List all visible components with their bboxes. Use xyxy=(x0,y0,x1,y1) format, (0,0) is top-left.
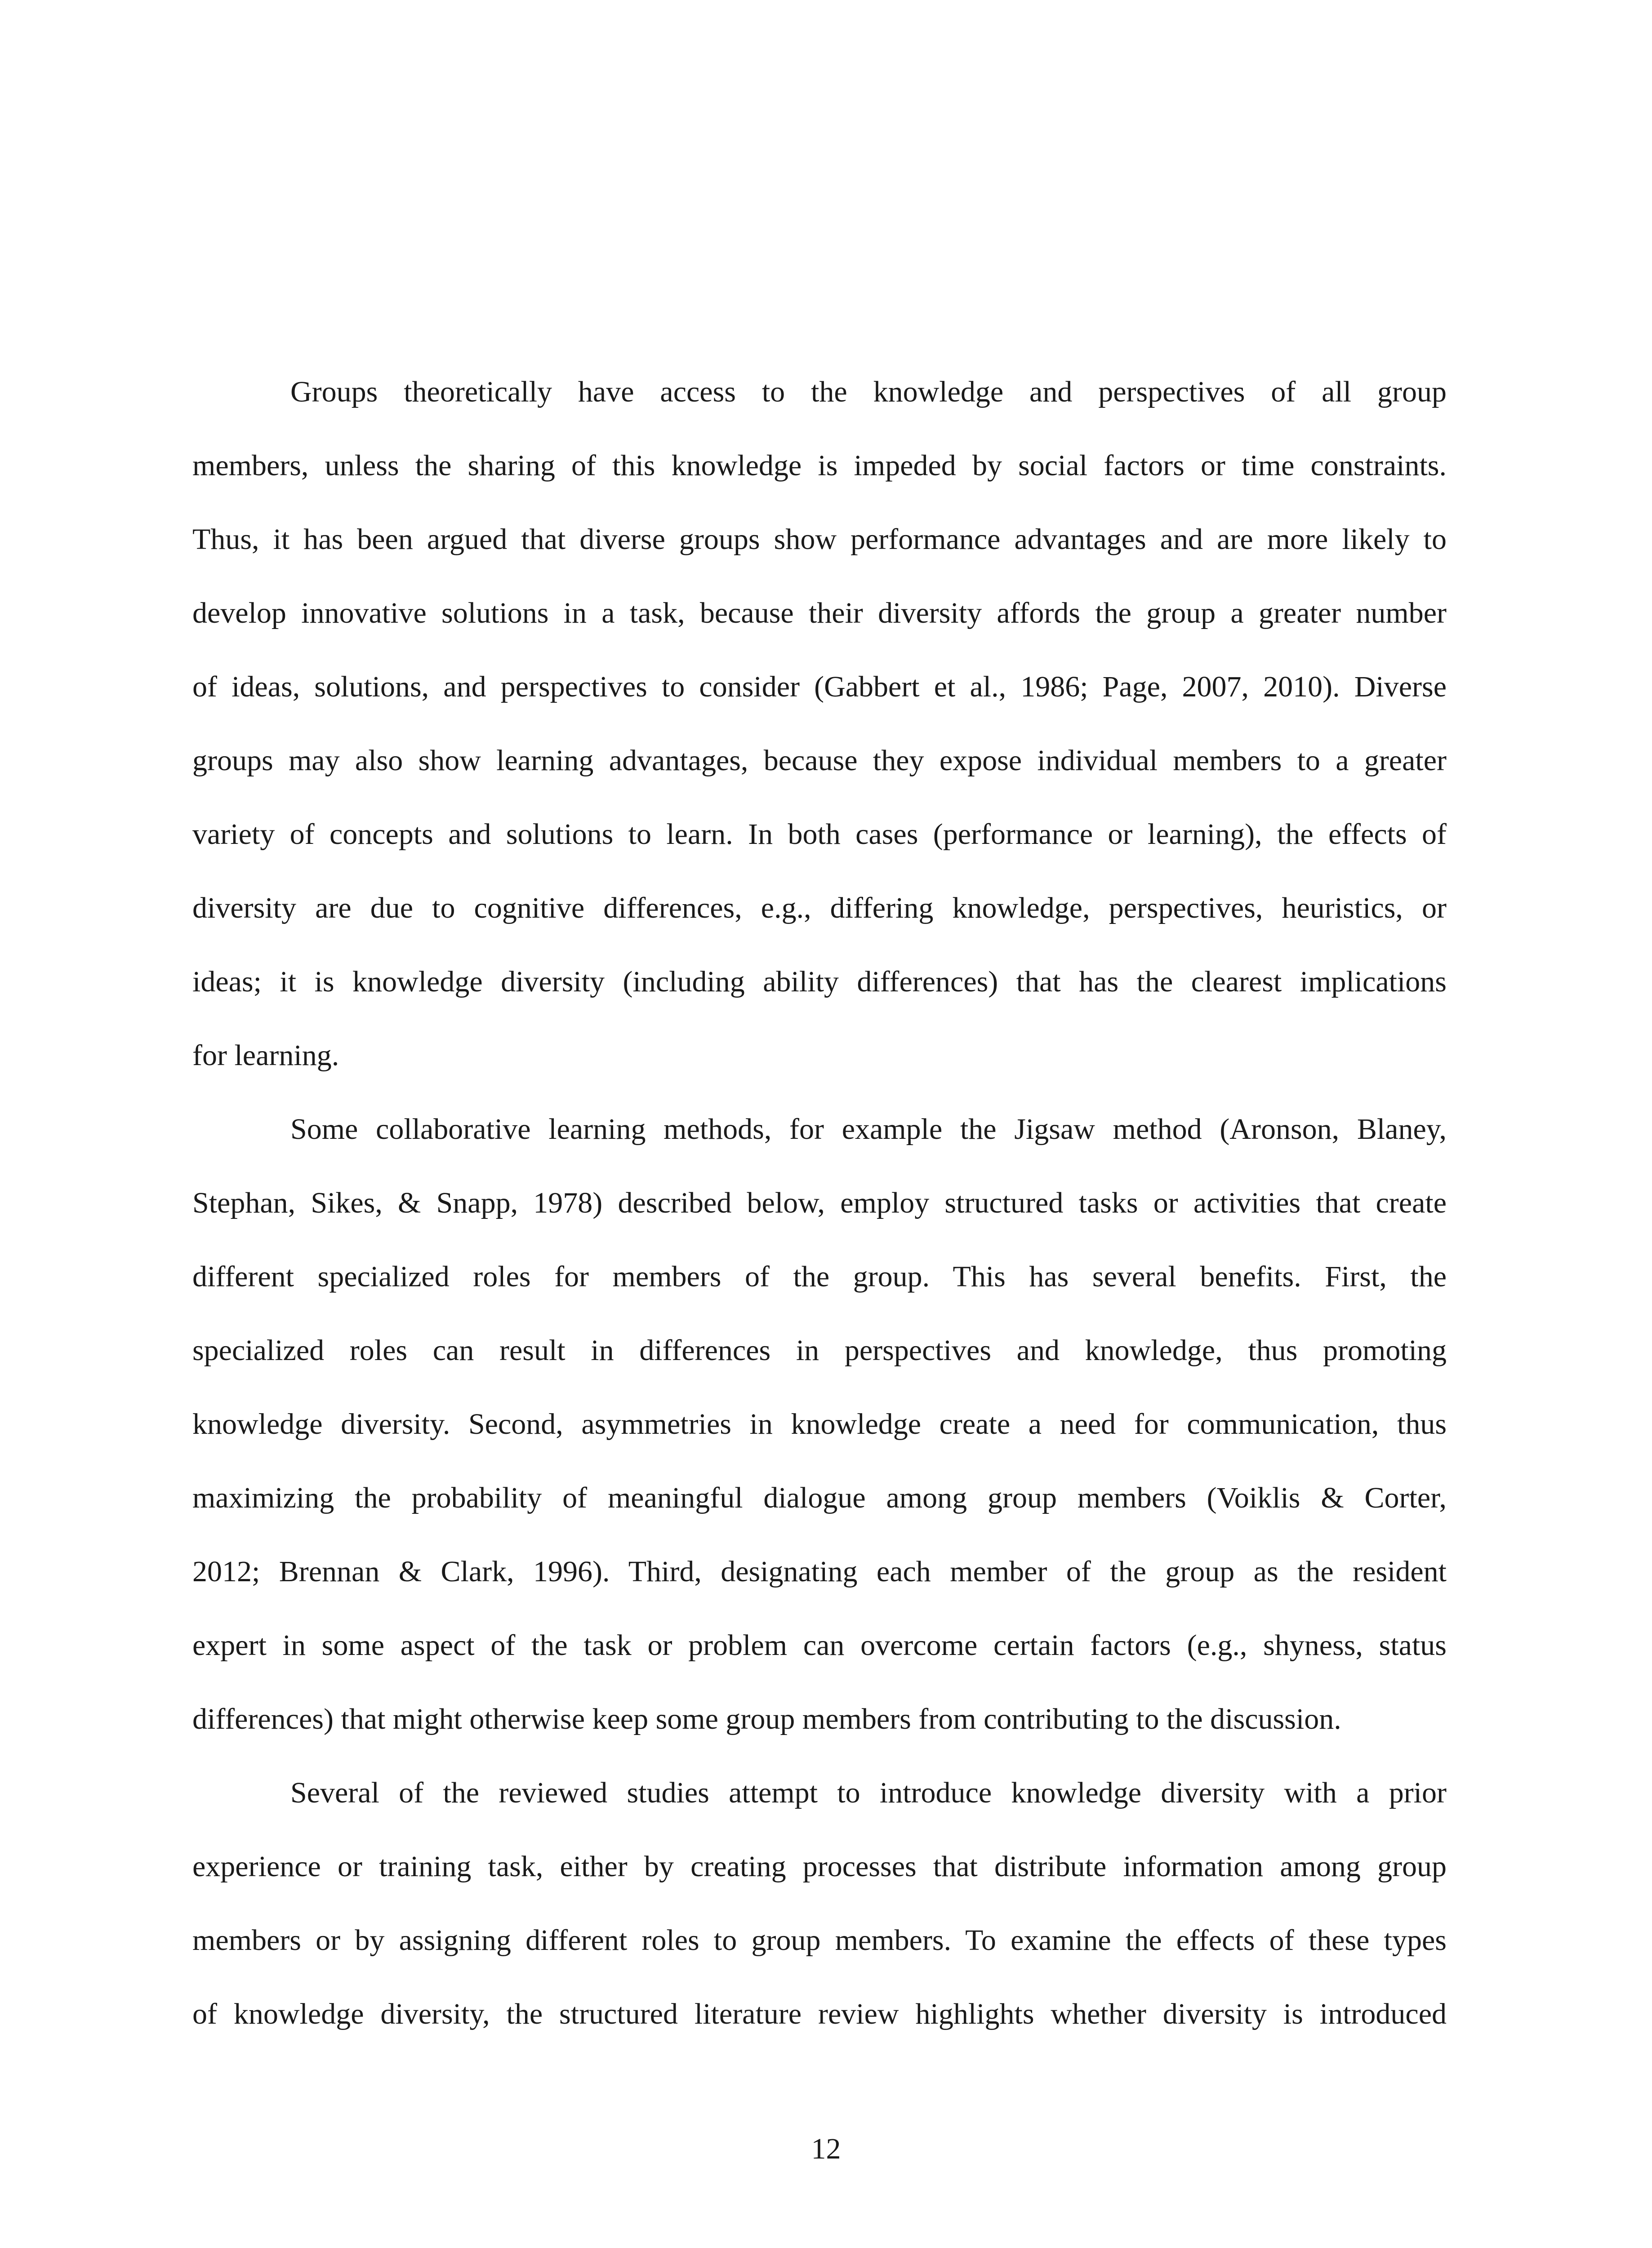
paragraph-1-line-8: diversity are due to cognitive differences, e.g., differing knowledge, perspectives, heuristics, or xyxy=(192,892,1447,924)
paragraph-1-line-10: for learning. xyxy=(192,1039,339,1072)
paragraph-2-line-5: knowledge diversity. Second, asymmetries in knowledge create a need for communication, thus xyxy=(192,1408,1447,1441)
paragraph-1-line-9: ideas; it is knowledge diversity (including ability differences) that has the clearest implications xyxy=(192,965,1447,998)
paragraph-3-line-2: experience or training task, either by creating processes that distribute information among group xyxy=(192,1850,1447,1883)
paragraph-2-line-7: 2012; Brennan & Clark, 1996). Third, designating each member of the group as the resident xyxy=(192,1555,1447,1588)
paragraph-1-line-2: members, unless the sharing of this knowledge is impeded by social factors or time constraints. xyxy=(192,449,1447,482)
paragraph-3-line-1: Several of the reviewed studies attempt to introduce knowledge diversity with a prior xyxy=(290,1776,1447,1809)
paragraph-2-line-2: Stephan, Sikes, & Snapp, 1978) described below, employ structured tasks or activities that create xyxy=(192,1186,1447,1219)
paragraph-1-line-3: Thus, it has been argued that diverse groups show performance advantages and are more likely to xyxy=(192,523,1447,556)
paragraph-2-line-8: expert in some aspect of the task or problem can overcome certain factors (e.g., shyness, status xyxy=(192,1629,1447,1662)
page-number: 12 xyxy=(811,2132,841,2165)
paragraph-1-line-4: develop innovative solutions in a task, because their diversity affords the group a greater number xyxy=(192,597,1447,629)
paragraph-1-line-5: of ideas, solutions, and perspectives to consider (Gabbert et al., 1986; Page, 2007, 2010). Diverse xyxy=(192,670,1447,703)
paragraph-1-line-1: Groups theoretically have access to the knowledge and perspectives of all group xyxy=(290,375,1447,408)
paragraph-2-line-3: different specialized roles for members of the group. This has several benefits. First, the xyxy=(192,1260,1447,1293)
paragraph-2-line-9: differences) that might otherwise keep some group members from contributing to the discussion. xyxy=(192,1703,1341,1735)
paragraph-3-line-4: of knowledge diversity, the structured literature review highlights whether diversity is introduced xyxy=(192,1998,1447,2030)
paragraph-1-line-6: groups may also show learning advantages, because they expose individual members to a greater xyxy=(192,744,1447,777)
paragraph-2-line-4: specialized roles can result in differences in perspectives and knowledge, thus promoting xyxy=(192,1334,1447,1367)
body-text xyxy=(192,355,1447,2051)
paragraph-2-line-6: maximizing the probability of meaningful dialogue among group members (Voiklis & Corter, xyxy=(192,1481,1447,1514)
paragraph-2-line-1: Some collaborative learning methods, for example the Jigsaw method (Aronson, Blaney, xyxy=(290,1113,1447,1146)
paragraph-3-line-3: members or by assigning different roles to group members. To examine the effects of these types xyxy=(192,1924,1447,1957)
paragraph-1-line-7: variety of concepts and solutions to learn. In both cases (performance or learning), the effects of xyxy=(192,818,1447,851)
